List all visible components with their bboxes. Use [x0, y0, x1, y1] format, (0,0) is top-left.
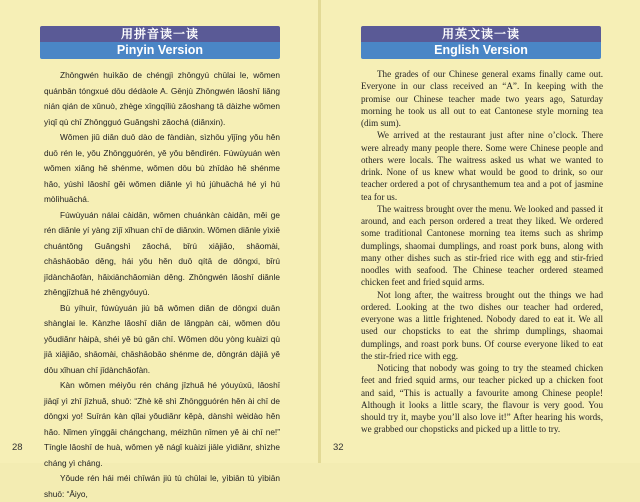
- left-page: [0, 0, 319, 499]
- pinyin-body-text: [44, 68, 280, 502]
- english-paragraph: Not long after, the waitress brought out the things we had ordered. Looking at the two dishes our teacher had ordered, everyone was a little frightened. Nobody dared to eat it. We all used our chopsticks to eat the shrimp dumplings, shaomai dumplings, and roast pork buns. Of course everyone liked to eat the stir-fried rice with egg.: [361, 289, 603, 361]
- pinyin-paragraph: Fúwùyuán nálai càidān, wǒmen chuánkàn càidān, měi ge rén diǎnle yí yàng zìjǐ xǐhuan chī de diǎnxin. Wǒmen diǎnle yìxiē chuántǒng Guǎngshì zǎochá, bǐrú xiājiǎo, shāomài, chāshāobāo děng, hái yǒu hěn duō qítā de dōngxi, bǐrú jīdànchǎofàn, hǎixiānchǎomiàn děng. Zhōngwén lǎoshī diǎnle zhēngjīzhuǎ hé zhēngyóuyú.: [44, 209, 280, 297]
- right-heading-english: English Version: [361, 42, 601, 59]
- english-paragraph: The waitress brought over the menu. We looked and passed it around, and each person ordered a treat they liked. We ordered some traditional Cantonese morning tea items such as shrimp dumplings, shaomai dumplings, and roast pork buns, along with many other dishes such as stir-fried rice with egg and stir-fried noodles with seafood. The Chinese teacher ordered steamed chicken feet and fried squid arms.: [361, 203, 603, 288]
- right-page: [321, 0, 640, 463]
- english-body-text: [361, 68, 603, 436]
- pinyin-paragraph: Wǒmen jiǔ diǎn duō dào de fàndiàn, sìzhōu yǐjīng yǒu hěn duō rén le, yǒu Zhōngguórén, yě yǒu běndìrén. Fúwùyuán wèn wǒmen xiǎng hē shénme, wǒmen dōu bù zhīdào hē shénme hǎo, yúshì lǎoshī gěi wǒmen diǎnle yì hú júhuāchá hé yì hú mòlìhuāchá.: [44, 132, 280, 204]
- left-heading-banner: [40, 26, 280, 59]
- right-heading-chinese: 用英文读一读: [361, 26, 601, 42]
- right-page-number: 32: [333, 442, 344, 453]
- english-paragraph: The grades of our Chinese general exams finally came out. Everyone in our class received an “A”. In keeping with the promise our Chinese teacher made two years ago, Saturday morning he took us all out to eat Cantonese style morning tea (dim sum).: [361, 69, 603, 128]
- left-page-number: 28: [12, 442, 23, 453]
- pinyin-paragraph: Bù yíhuìr, fúwùyuán jiù bǎ wǒmen diǎn de dōngxi duān shànglai le. Kànzhe lǎoshī diǎn de lǎngpàn cài, wǒmen dōu yǒudiǎnr hàipà, shéi yě bù gǎn chī. Wǒmen dōu yòng kuàizi qù jiā xiājiǎo, shāomài, chāshāobāo shénme de, dōngrán dàjiā yě dōu xǐhuan chī jīdànchǎofàn.: [44, 302, 280, 375]
- pinyin-paragraph: Zhōngwén huìkǎo de chéngjì zhōngyú chūlai le, wǒmen quánbān tóngxué dōu dédàole A. Gēnjù Zhōngwén lǎoshī liǎng nián qián de xǔnuò, zhège xīngqīliù zǎoshang tā dàizhe wǒmen yìqǐ qù chī Zhōngguó Guǎngshì zǎochá (diǎnxin).: [44, 70, 280, 127]
- right-heading-banner: [361, 26, 601, 59]
- left-heading-english: Pinyin Version: [40, 42, 280, 59]
- english-paragraph: We arrived at the restaurant just after nine o’clock. There were already many people there. Some were Chinese people and others were locals. The waitress asked us what we wanted to drink. None of us knew what would be good to drink, so our teacher ordered a pot of chrysanthemum tea and a pot of jasmine tea for us.: [361, 130, 603, 202]
- left-heading-chinese: 用拼音读一读: [40, 26, 280, 42]
- pinyin-paragraph: Kàn wǒmen méiyǒu rén cháng jīzhuǎ hé yóuyúxū, lǎoshī jiāqǐ yì zhī jīzhuǎ, shuō: “Zhè kě shì Zhōngguórén hěn ài chī de dōngxi yo! Suīrán kàn qǐlai yǒudiǎnr kěpà, dànshì wèidào hěn hǎo. Nǐmen yīnggāi chángchang, méizhǔn nǐmen yě ài chī ne!” Tīngle lǎoshī de huà, wǒmen yě nágǐ kuàizi jiāle yìdiǎnr, shìzhe cháng yì cháng.: [44, 380, 280, 468]
- english-paragraph: Noticing that nobody was going to try the steamed chicken feet and fried squid arms, our teacher picked up a chicken foot and said, “This is actually a favourite among Chinese people! Although it looks a little scary, the flavour is very good. You should try it, maybe you’ll also love it!” After hearing his words, we grabbed our chopsticks and picked up a little to try.: [361, 363, 603, 435]
- pinyin-paragraph: Yǒude rén hái méi chīwán jiù tù chūlai le, yìbiān tù yìbiān shuō: “Āiyo,: [44, 473, 280, 499]
